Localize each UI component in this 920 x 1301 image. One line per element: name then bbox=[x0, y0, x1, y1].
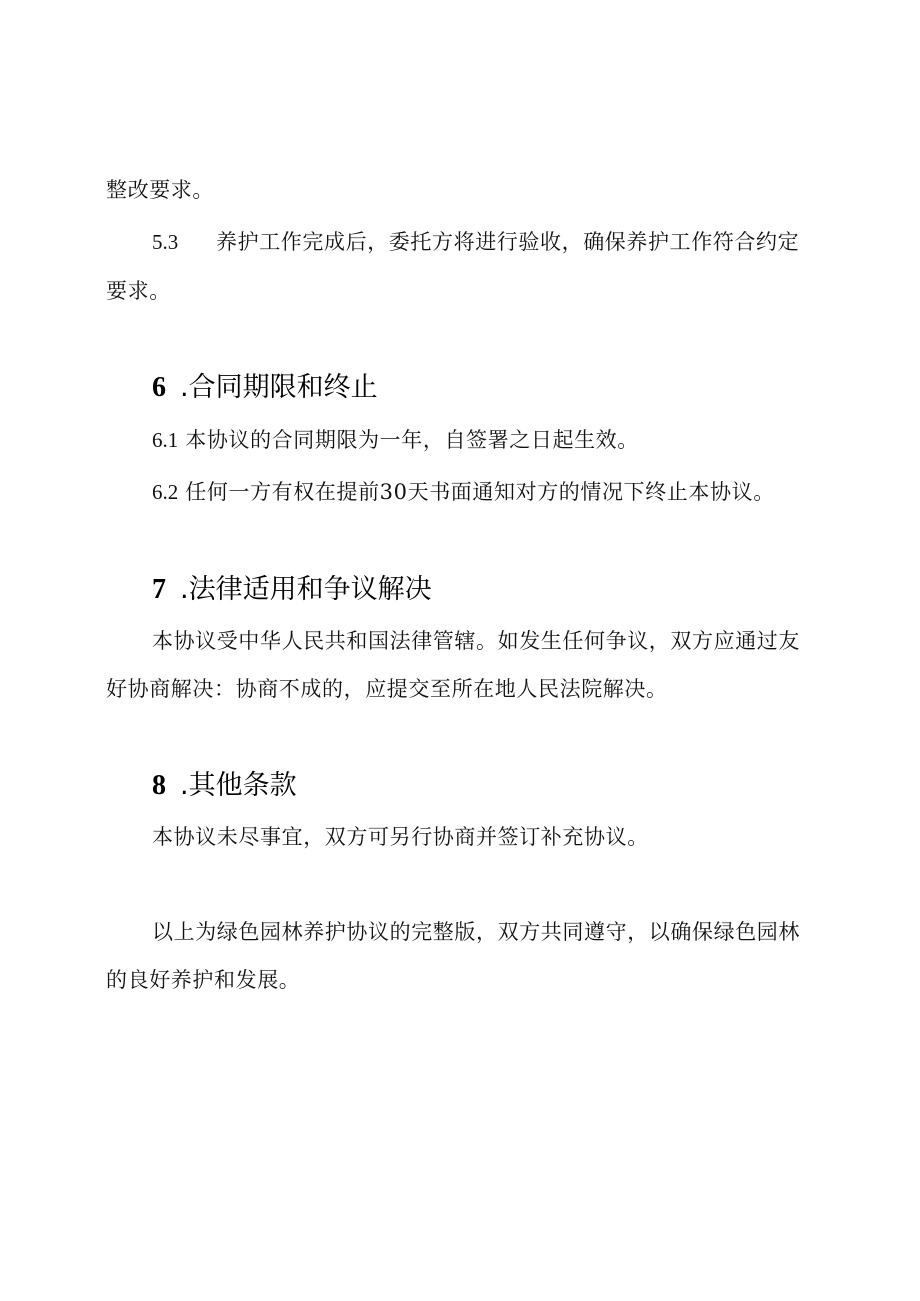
section-heading-8 bbox=[152, 768, 297, 804]
section-number-6: 6 bbox=[152, 372, 166, 403]
paragraph-8: 本协议未尽事宜，双方可另行协商并签订补充协议。 bbox=[152, 825, 649, 849]
closing-line1: 以上为绿色园林养护协议的完整版，双方共同遵守，以确保绿色园林 bbox=[152, 920, 800, 944]
paragraph-6-2 bbox=[152, 477, 775, 507]
closing-line2: 的良好养护和发展。 bbox=[106, 968, 301, 992]
clause-text-5-3: 养护工作完成后，委托方将进行验收，确保养护工作符合约定 bbox=[216, 230, 800, 254]
paragraph-7-line1: 本协议受中华人民共和国法律管辖。如发生任何争议，双方应通过友 bbox=[152, 629, 800, 653]
section-heading-6 bbox=[152, 370, 378, 406]
clause-number-5-3: 5.3 bbox=[152, 230, 179, 254]
section-title-6: .合同期限和终止 bbox=[180, 372, 378, 403]
clause-text-6-2: 任何一方有权在提前30天书面通知对方的情况下终止本协议。 bbox=[185, 480, 775, 504]
clause-number-6-1: 6.1 bbox=[152, 428, 179, 452]
clause-number-6-2: 6.2 bbox=[152, 480, 179, 504]
clause-text-6-1: 本协议的合同期限为一年，自签署之日起生效。 bbox=[185, 428, 639, 452]
section-number-8: 8 bbox=[152, 770, 166, 801]
paragraph-6-1 bbox=[152, 425, 639, 455]
section-title-7: .法律适用和争议解决 bbox=[180, 574, 432, 605]
paragraph-5-3-line2: 要求。 bbox=[106, 279, 171, 303]
section-number-7: 7 bbox=[152, 574, 166, 605]
section-heading-7 bbox=[152, 572, 432, 608]
paragraph-7-line2: 好协商解决：协商不成的，应提交至所在地人民法院解决。 bbox=[106, 677, 668, 701]
paragraph-5-2-continuation: 整改要求。 bbox=[106, 178, 214, 202]
paragraph-5-3-line1 bbox=[152, 227, 799, 257]
section-title-8: .其他条款 bbox=[180, 770, 297, 801]
